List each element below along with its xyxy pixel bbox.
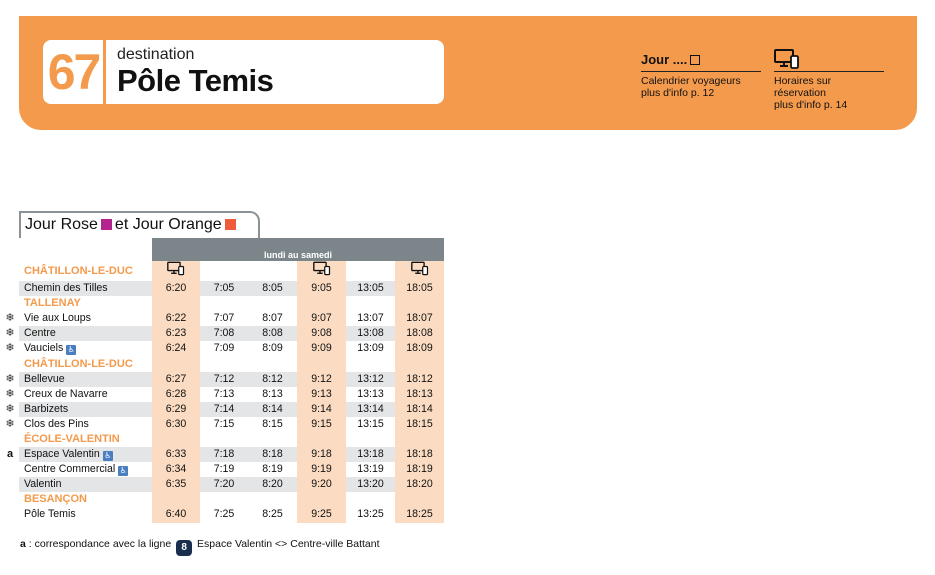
time-cell: 18:15	[395, 417, 444, 432]
time-cell: 6:29	[152, 402, 200, 417]
table-row	[19, 507, 444, 522]
timetable-title	[19, 211, 260, 238]
reservation-icon	[312, 261, 332, 276]
time-cell	[200, 356, 248, 371]
rose-square-icon	[101, 219, 112, 230]
destination-label: destination	[117, 46, 195, 63]
stop-label: Creux de Navarre	[24, 387, 108, 400]
stop-label: Valentin	[24, 478, 62, 491]
time-cell: 13:20	[346, 477, 395, 492]
jour-text-2: plus d'info p. 12	[641, 87, 715, 99]
table-row	[19, 281, 444, 296]
time-cell	[248, 492, 297, 507]
city-name	[19, 492, 152, 507]
time-cell: 8:13	[248, 387, 297, 402]
time-cell: 18:13	[395, 387, 444, 402]
legend-reservation	[774, 48, 884, 111]
time-cell: 7:07	[200, 311, 248, 326]
snowflake-icon: ❄	[5, 387, 15, 400]
stop-label: Bellevue	[24, 372, 65, 385]
time-cell: 7:14	[200, 402, 248, 417]
footnote-text-before: : correspondance avec la ligne	[28, 538, 172, 550]
time-cell	[200, 432, 248, 447]
stop-label: TALLENAY	[24, 297, 81, 310]
snowflake-icon: ❄	[5, 342, 15, 355]
day-range-label: lundi au samedi	[152, 238, 444, 261]
stop-label: Pôle Temis	[24, 508, 76, 521]
time-cell	[152, 356, 200, 371]
time-cell: 7:13	[200, 387, 248, 402]
time-cell: 9:12	[297, 372, 346, 387]
stop-label: Vauciels	[24, 342, 64, 355]
stop-name	[5, 402, 152, 417]
time-cell: 6:27	[152, 372, 200, 387]
stop-label: Espace Valentin	[24, 448, 100, 461]
reservation-icon	[166, 261, 186, 276]
time-cell: 6:22	[152, 311, 200, 326]
stop-name	[5, 387, 152, 402]
time-cell	[346, 356, 395, 371]
stop-label: Clos des Pins	[24, 417, 89, 430]
table-row	[19, 311, 444, 326]
time-cell: 7:08	[200, 326, 248, 341]
time-cell: 18:19	[395, 462, 444, 477]
time-cell	[346, 492, 395, 507]
time-cell: 8:08	[248, 326, 297, 341]
time-cell: 9:07	[297, 311, 346, 326]
table-row	[19, 417, 444, 432]
stop-label: CHÂTILLON-LE-DUC	[24, 357, 133, 370]
title-jour-orange: et Jour Orange	[114, 216, 222, 233]
time-cell: 6:40	[152, 507, 200, 522]
snowflake-icon: ❄	[5, 372, 15, 385]
table-row	[19, 477, 444, 492]
table-row	[19, 387, 444, 402]
time-cell: 9:08	[297, 326, 346, 341]
time-cell: 9:09	[297, 341, 346, 356]
time-cell: 9:13	[297, 387, 346, 402]
title-jour-rose: Jour Rose	[25, 216, 98, 233]
footnote-text-after: Espace Valentin <> Centre-ville Battant	[197, 538, 380, 550]
footnote	[20, 537, 380, 556]
time-cell	[395, 432, 444, 447]
table-header-row	[19, 238, 444, 261]
time-cell	[297, 432, 346, 447]
time-cell: 13:18	[346, 447, 395, 462]
stop-label: Barbizets	[24, 402, 69, 415]
footnote-letter: a	[20, 538, 26, 550]
stop-name	[6, 447, 152, 462]
timetable	[5, 238, 444, 523]
stop-name	[5, 372, 152, 387]
city-row	[19, 492, 444, 507]
stop-name	[5, 326, 152, 341]
stop-label: ÉCOLE-VALENTIN	[24, 432, 120, 445]
stop-name	[19, 507, 152, 522]
stop-label: Centre Commercial	[24, 463, 116, 476]
table-row	[19, 326, 444, 341]
jour-label: Jour ....	[641, 52, 688, 67]
time-cell	[200, 261, 248, 281]
time-cell: 6:35	[152, 477, 200, 492]
time-cell: 9:18	[297, 447, 346, 462]
city-name	[19, 432, 152, 447]
time-cell	[200, 492, 248, 507]
time-cell: 8:05	[248, 281, 297, 296]
stop-name	[19, 477, 152, 492]
time-cell: 6:34	[152, 462, 200, 477]
legend-jour	[641, 48, 761, 99]
time-cell	[346, 432, 395, 447]
time-cell: 18:05	[395, 281, 444, 296]
time-cell: 13:13	[346, 387, 395, 402]
checkbox-icon	[690, 55, 700, 65]
time-cell: 9:20	[297, 477, 346, 492]
time-cell	[346, 296, 395, 311]
time-cell: 9:25	[297, 507, 346, 522]
connection-mark: a	[6, 448, 14, 461]
snowflake-icon: ❄	[5, 312, 15, 325]
time-cell: 18:14	[395, 402, 444, 417]
city-row	[19, 432, 444, 447]
orange-square-icon	[225, 219, 236, 230]
computer-phone-icon	[774, 48, 800, 70]
time-cell	[395, 492, 444, 507]
snowflake-icon: ❄	[5, 417, 15, 430]
time-cell: 6:33	[152, 447, 200, 462]
time-cell: 8:25	[248, 507, 297, 522]
time-cell	[297, 492, 346, 507]
time-cell: 8:18	[248, 447, 297, 462]
time-cell: 6:28	[152, 387, 200, 402]
city-row	[19, 261, 444, 281]
city-name	[19, 296, 152, 311]
time-cell: 6:23	[152, 326, 200, 341]
time-cell: 8:19	[248, 462, 297, 477]
time-cell	[297, 356, 346, 371]
time-cell	[152, 492, 200, 507]
time-cell: 8:15	[248, 417, 297, 432]
line-badge: 8	[176, 540, 192, 556]
resa-text-1: Horaires sur réservation	[774, 75, 832, 99]
time-cell: 6:30	[152, 417, 200, 432]
city-row	[19, 356, 444, 371]
table-row	[19, 447, 444, 462]
time-cell: 8:12	[248, 372, 297, 387]
wheelchair-icon: ♿	[119, 466, 127, 476]
time-cell: 9:15	[297, 417, 346, 432]
reservation-cell	[395, 261, 444, 281]
time-cell: 18:08	[395, 326, 444, 341]
stop-label: Chemin des Tilles	[24, 282, 108, 295]
time-cell: 13:07	[346, 311, 395, 326]
time-cell: 7:15	[200, 417, 248, 432]
time-cell	[248, 432, 297, 447]
stop-label: CHÂTILLON-LE-DUC	[24, 264, 133, 277]
time-cell: 18:25	[395, 507, 444, 522]
table-row	[19, 402, 444, 417]
table-row	[19, 462, 444, 477]
destination-name: Pôle Temis	[117, 63, 274, 98]
time-cell: 8:09	[248, 341, 297, 356]
time-cell: 13:19	[346, 462, 395, 477]
time-cell: 8:20	[248, 477, 297, 492]
reservation-cell	[152, 261, 200, 281]
time-cell: 13:05	[346, 281, 395, 296]
time-cell: 8:14	[248, 402, 297, 417]
stop-label: BESANÇON	[24, 493, 87, 506]
time-cell	[297, 296, 346, 311]
stop-name	[19, 281, 152, 296]
time-cell	[395, 296, 444, 311]
stop-label: Centre	[24, 327, 56, 340]
time-cell: 18:09	[395, 341, 444, 356]
line-number: 67	[44, 40, 106, 104]
time-cell: 7:09	[200, 341, 248, 356]
time-cell: 18:12	[395, 372, 444, 387]
wheelchair-icon: ♿	[104, 451, 112, 461]
time-cell	[346, 261, 395, 281]
snowflake-icon: ❄	[5, 402, 15, 415]
time-cell: 6:24	[152, 341, 200, 356]
time-cell	[248, 296, 297, 311]
time-cell: 13:08	[346, 326, 395, 341]
snowflake-icon: ❄	[5, 327, 15, 340]
time-cell: 9:05	[297, 281, 346, 296]
city-name	[19, 261, 152, 281]
time-cell: 9:14	[297, 402, 346, 417]
time-cell	[200, 296, 248, 311]
time-cell	[395, 356, 444, 371]
time-cell: 13:25	[346, 507, 395, 522]
stop-name	[19, 462, 152, 477]
stop-name	[5, 341, 152, 356]
resa-text-2: plus d'info p. 14	[774, 99, 848, 111]
city-name	[19, 356, 152, 371]
time-cell: 13:09	[346, 341, 395, 356]
time-cell: 18:07	[395, 311, 444, 326]
reservation-icon	[410, 261, 430, 276]
stop-name	[5, 311, 152, 326]
time-cell: 18:20	[395, 477, 444, 492]
wheelchair-icon: ♿	[67, 345, 75, 355]
time-cell: 7:25	[200, 507, 248, 522]
stop-label: Vie aux Loups	[24, 312, 91, 325]
time-cell: 9:19	[297, 462, 346, 477]
time-cell: 8:07	[248, 311, 297, 326]
time-cell: 13:14	[346, 402, 395, 417]
time-cell	[152, 432, 200, 447]
time-cell: 6:20	[152, 281, 200, 296]
time-cell	[248, 261, 297, 281]
table-row	[19, 372, 444, 387]
time-cell: 13:12	[346, 372, 395, 387]
time-cell: 7:20	[200, 477, 248, 492]
time-cell	[152, 296, 200, 311]
time-cell: 7:05	[200, 281, 248, 296]
time-cell: 7:18	[200, 447, 248, 462]
reservation-cell	[297, 261, 346, 281]
time-cell: 18:18	[395, 447, 444, 462]
jour-text-1: Calendrier voyageurs	[641, 75, 741, 87]
time-cell: 7:12	[200, 372, 248, 387]
stop-name	[5, 417, 152, 432]
time-cell	[248, 356, 297, 371]
city-row	[19, 296, 444, 311]
time-cell: 7:19	[200, 462, 248, 477]
table-row	[19, 341, 444, 356]
time-cell: 13:15	[346, 417, 395, 432]
